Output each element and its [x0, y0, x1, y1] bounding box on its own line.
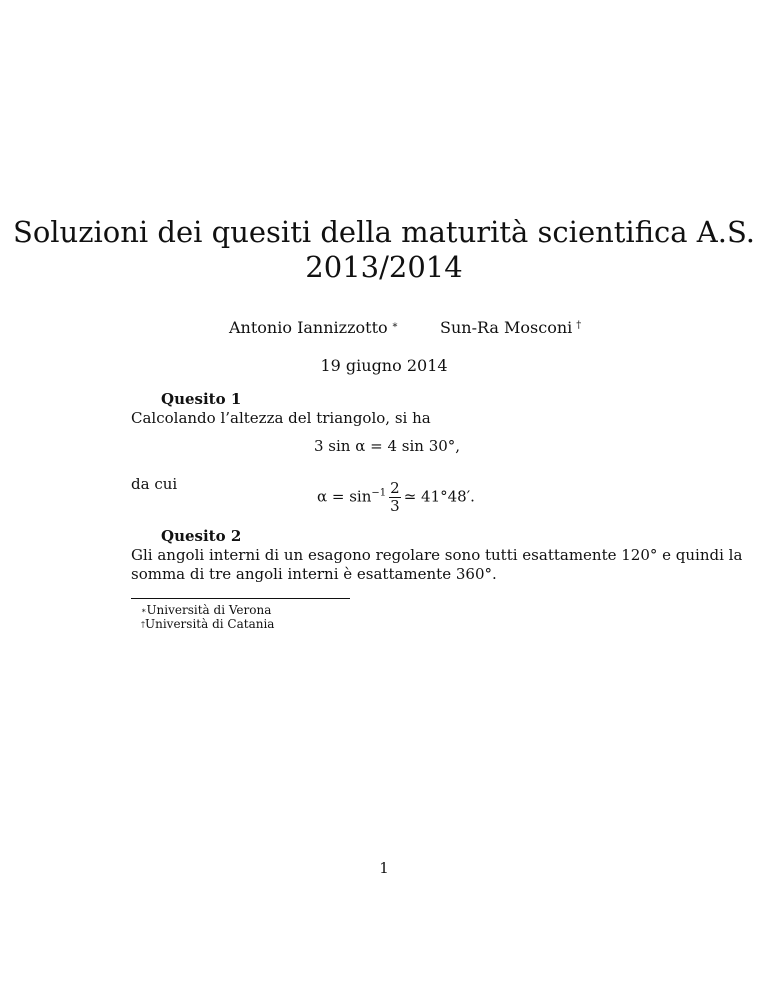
author-1-footnote-mark: ∗	[391, 320, 399, 331]
author-2	[440, 318, 581, 338]
footnote-1-mark: ∗	[141, 606, 147, 615]
page-number: 1	[379, 859, 389, 877]
quesito-1-connector: da cui	[131, 475, 178, 493]
footnote-separator	[131, 598, 350, 599]
quesito-1-heading: Quesito 1	[161, 390, 242, 408]
paper-title-line-2: 2013/2014	[305, 250, 463, 284]
paper-date: 19 giugno 2014	[320, 356, 448, 375]
footnote-2-mark: †	[141, 620, 145, 629]
paper-title-line-1: Soluzioni dei quesiti della maturità scientifica A.S.	[12, 215, 756, 249]
equation-2-lhs: α = sin	[317, 487, 372, 506]
quesito-1-intro: Calcolando l’altezza del triangolo, si ha	[131, 409, 431, 427]
footnote-1-text: Università di Verona	[146, 603, 272, 617]
quesito-2-line-1: Gli angoli interni di un esagono regolare sono tutti esattamente 120° e quindi la	[131, 546, 743, 564]
equation-2-numerator: 2	[390, 479, 400, 497]
equation-2	[317, 480, 475, 515]
footnote-2	[141, 617, 274, 632]
equation-2-exponent: −1	[371, 487, 387, 499]
equation-2-rhs: ≃ 41°48′.	[403, 487, 475, 506]
quesito-2-heading: Quesito 2	[161, 527, 242, 545]
author-2-name: Sun-Ra Mosconi	[440, 318, 573, 337]
footnote-2-text: Università di Catania	[145, 617, 275, 631]
equation-1: 3 sin α = 4 sin 30°,	[314, 437, 461, 455]
author-2-footnote-mark: †	[576, 320, 582, 331]
author-1-name: Antonio Iannizzotto	[229, 318, 388, 337]
quesito-2-line-2: somma di tre angoli interni è esattamente 360°.	[131, 565, 497, 583]
footnote-1	[141, 603, 271, 618]
author-1	[229, 318, 398, 338]
equation-2-fraction	[389, 480, 401, 515]
equation-2-denominator: 3	[390, 497, 400, 515]
